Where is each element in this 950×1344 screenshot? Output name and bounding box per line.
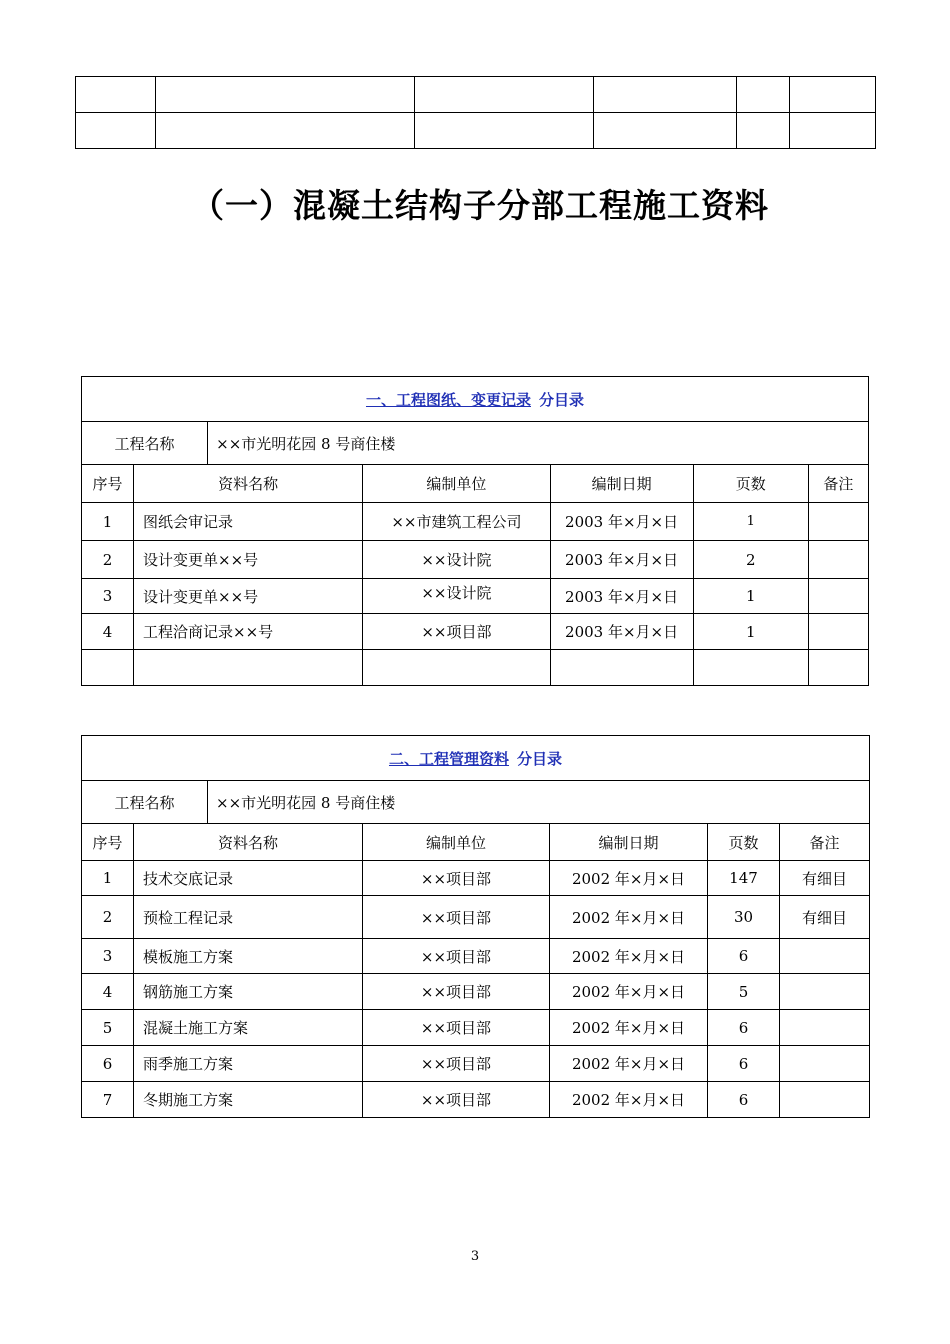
table-caption-row: [82, 377, 869, 422]
row-index: 4: [82, 614, 134, 650]
table-cell: [737, 77, 790, 113]
doc-unit: ××项目部: [363, 1010, 550, 1046]
table-row: [82, 541, 869, 579]
doc-date: 2002 年×月×日: [550, 896, 708, 939]
doc-date: 2002 年×月×日: [550, 1010, 708, 1046]
doc-unit: [363, 650, 550, 686]
doc-pages: 147: [708, 861, 780, 896]
doc-unit: ××项目部: [363, 861, 550, 896]
row-index: 5: [82, 1010, 134, 1046]
caption-suffix: 分目录: [539, 390, 585, 409]
header-cell: 编制单位: [363, 465, 550, 503]
doc-note: [780, 1082, 870, 1118]
table-row: [82, 1010, 870, 1046]
continued-table: [75, 76, 876, 149]
doc-unit: ××项目部: [363, 939, 550, 974]
doc-name: [134, 650, 363, 686]
doc-date: 2003 年×月×日: [550, 614, 693, 650]
doc-name: 冬期施工方案: [134, 1082, 363, 1118]
doc-name: 图纸会审记录: [134, 503, 363, 541]
project-row: [82, 422, 869, 465]
table-row: [82, 1046, 870, 1082]
header-cell: 序号: [82, 465, 134, 503]
table-cell: [594, 113, 737, 149]
project-row: [82, 781, 870, 824]
doc-unit: ××项目部: [363, 1082, 550, 1118]
row-index: 7: [82, 1082, 134, 1118]
table-cell: [594, 77, 737, 113]
table-cell: [737, 113, 790, 149]
caption-suffix: 分目录: [517, 749, 563, 768]
table-caption: [82, 377, 869, 422]
table-row: [82, 939, 870, 974]
doc-pages: 1: [693, 614, 808, 650]
header-cell: 备注: [808, 465, 868, 503]
table-row: [82, 650, 869, 686]
doc-unit: ××项目部: [363, 1046, 550, 1082]
doc-name: 技术交底记录: [134, 861, 363, 896]
table-cell: [156, 77, 415, 113]
doc-date: 2002 年×月×日: [550, 861, 708, 896]
header-cell: 页数: [708, 824, 780, 861]
doc-date: 2003 年×月×日: [550, 579, 693, 614]
doc-pages: 5: [708, 974, 780, 1010]
table-caption: [82, 736, 870, 781]
doc-name: 混凝土施工方案: [134, 1010, 363, 1046]
table-row: [82, 503, 869, 541]
doc-pages: 1: [693, 579, 808, 614]
project-label: 工程名称: [82, 422, 208, 465]
table-caption-row: [82, 736, 870, 781]
page-title: （一）混凝土结构子分部工程施工资料: [191, 186, 769, 225]
table-row: [76, 113, 876, 149]
doc-unit: ××项目部: [363, 896, 550, 939]
row-index: 1: [82, 503, 134, 541]
doc-note: [780, 974, 870, 1010]
doc-name: 模板施工方案: [134, 939, 363, 974]
table-cell: [76, 113, 156, 149]
doc-pages: 1: [693, 503, 808, 541]
doc-note: [808, 650, 868, 686]
header-cell: 备注: [780, 824, 870, 861]
doc-name: 设计变更单××号: [134, 579, 363, 614]
doc-note: [808, 541, 868, 579]
caption-link[interactable]: 一、工程图纸、变更记录: [365, 390, 531, 409]
table-row: [76, 77, 876, 113]
doc-note: [808, 614, 868, 650]
doc-note: [780, 1010, 870, 1046]
table-row: [82, 1082, 870, 1118]
doc-date: 2003 年×月×日: [550, 503, 693, 541]
doc-pages: 6: [708, 1082, 780, 1118]
doc-unit: [363, 579, 550, 614]
row-index: 4: [82, 974, 134, 1010]
doc-note: 有细目: [780, 896, 870, 939]
project-value: ××市光明花园 8 号商住楼: [208, 422, 869, 465]
table-row: [82, 896, 870, 939]
header-cell: 序号: [82, 824, 134, 861]
doc-pages: 2: [693, 541, 808, 579]
header-cell: 页数: [693, 465, 808, 503]
doc-note: [808, 579, 868, 614]
table-cell: [790, 113, 876, 149]
row-index: 2: [82, 541, 134, 579]
row-index: [82, 650, 134, 686]
table-row: [82, 861, 870, 896]
doc-date: 2002 年×月×日: [550, 1046, 708, 1082]
doc-pages: 30: [708, 896, 780, 939]
header-row: [82, 465, 869, 503]
row-index: 6: [82, 1046, 134, 1082]
caption-link[interactable]: 二、工程管理资料: [388, 749, 509, 768]
doc-name: 设计变更单××号: [134, 541, 363, 579]
row-index: 3: [82, 939, 134, 974]
doc-pages: 6: [708, 1046, 780, 1082]
doc-name: 工程洽商记录××号: [134, 614, 363, 650]
table-row: [82, 579, 869, 614]
table-row: [82, 614, 869, 650]
table-cell: [76, 77, 156, 113]
doc-unit: ××市建筑工程公司: [363, 503, 550, 541]
row-index: 1: [82, 861, 134, 896]
doc-note: [808, 503, 868, 541]
row-index: 3: [82, 579, 134, 614]
doc-date: [550, 650, 693, 686]
table-cell: [415, 77, 594, 113]
doc-name: 钢筋施工方案: [134, 974, 363, 1010]
doc-date: 2002 年×月×日: [550, 939, 708, 974]
doc-note: 有细目: [780, 861, 870, 896]
row-index: 2: [82, 896, 134, 939]
doc-unit: ××项目部: [363, 974, 550, 1010]
project-label: 工程名称: [82, 781, 208, 824]
doc-name: 雨季施工方案: [134, 1046, 363, 1082]
table-cell: [156, 113, 415, 149]
doc-pages: 6: [708, 939, 780, 974]
table-cell: [415, 113, 594, 149]
header-cell: 资料名称: [134, 465, 363, 503]
doc-note: [780, 939, 870, 974]
doc-date: 2002 年×月×日: [550, 974, 708, 1010]
doc-note: [780, 1046, 870, 1082]
page-number: 3: [470, 1249, 480, 1264]
header-cell: 编制单位: [363, 824, 550, 861]
doc-name: 预检工程记录: [134, 896, 363, 939]
header-cell: 资料名称: [134, 824, 363, 861]
table-cell: [790, 77, 876, 113]
doc-unit-text: ××设计院: [421, 583, 492, 602]
doc-pages: [693, 650, 808, 686]
header-row: [82, 824, 870, 861]
table-row: [82, 974, 870, 1010]
drawings-changes-table: [81, 376, 869, 686]
doc-unit: ××项目部: [363, 614, 550, 650]
header-cell: 编制日期: [550, 824, 708, 861]
project-value: ××市光明花园 8 号商住楼: [208, 781, 870, 824]
doc-date: 2003 年×月×日: [550, 541, 693, 579]
management-docs-table: [81, 735, 870, 1118]
doc-unit: ××设计院: [363, 541, 550, 579]
doc-date: 2002 年×月×日: [550, 1082, 708, 1118]
doc-pages: 6: [708, 1010, 780, 1046]
header-cell: 编制日期: [550, 465, 693, 503]
